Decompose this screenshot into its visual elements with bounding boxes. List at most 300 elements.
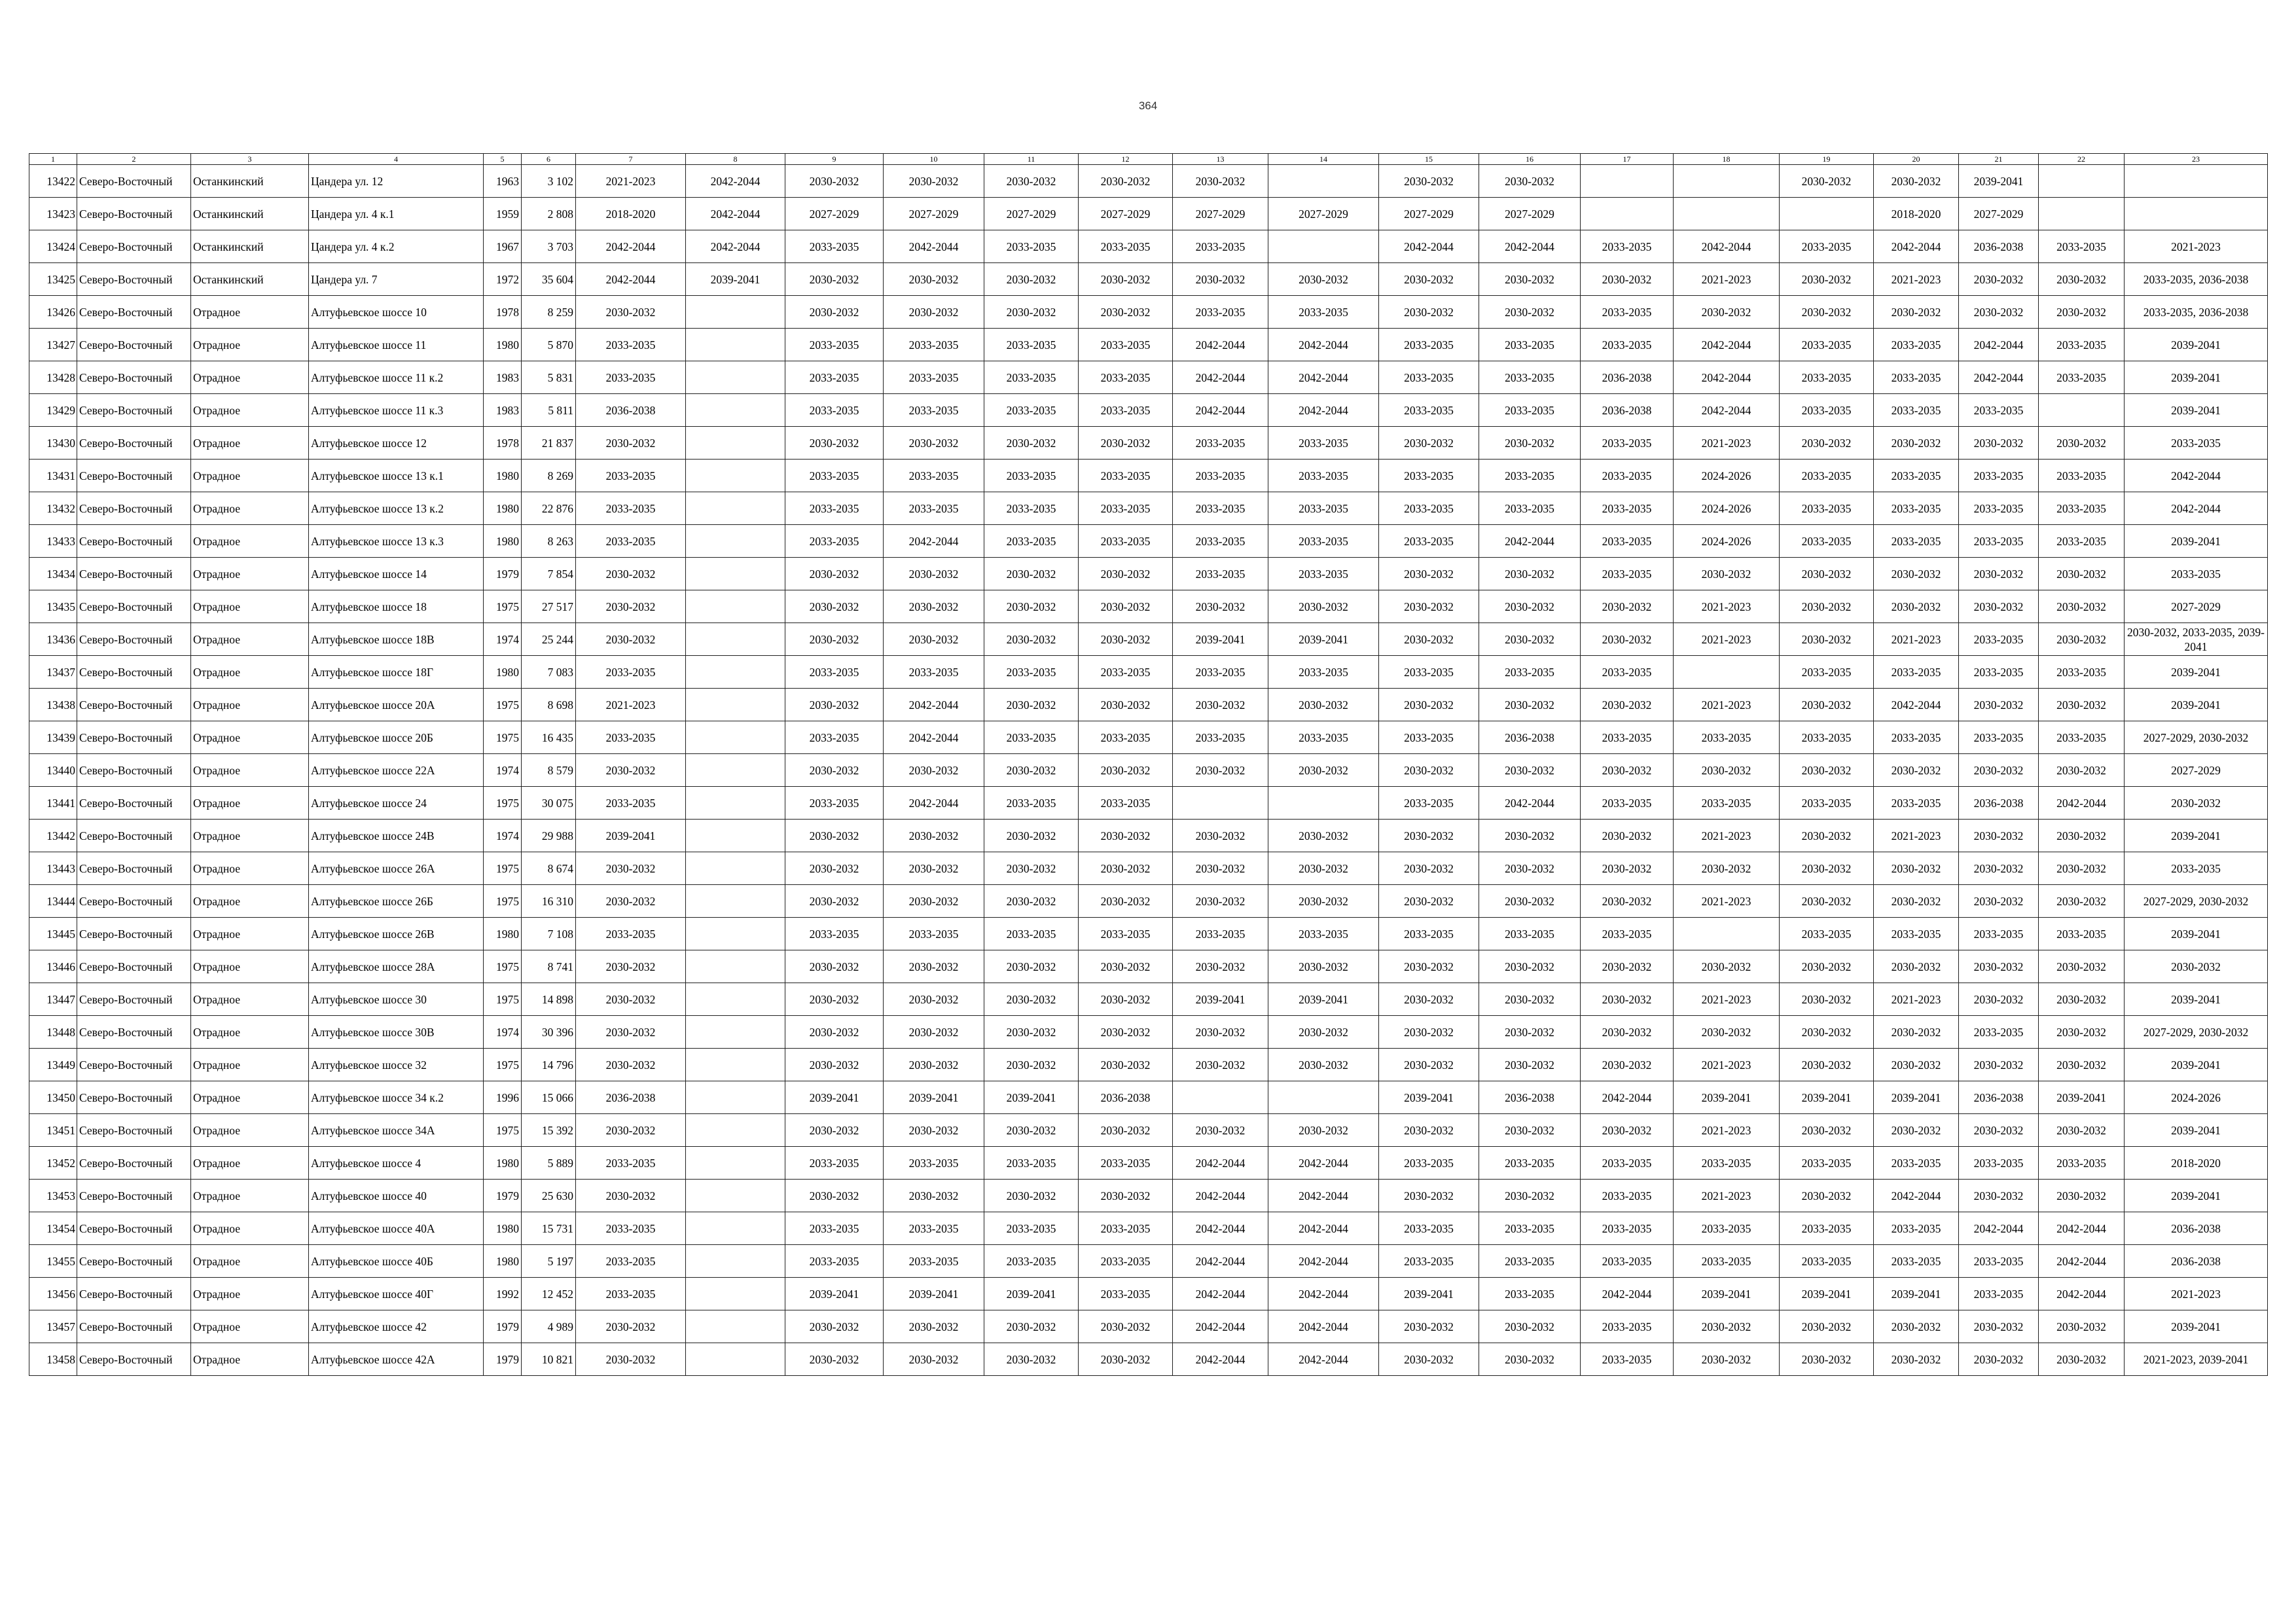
table-cell: 2033-2035 [1479, 329, 1581, 361]
table-cell: 2033-2035 [2039, 460, 2125, 492]
table-cell: 2033-2035 [1581, 427, 1674, 460]
table-cell: 2042-2044 [1268, 394, 1379, 427]
table-cell: Отрадное [191, 361, 309, 394]
table-cell: 2030-2032 [1268, 689, 1379, 721]
table-cell: 2030-2032 [884, 1343, 984, 1376]
table-cell: 2030-2032 [1379, 1016, 1479, 1049]
table-cell: Алтуфьевское шоссе 28А [309, 950, 484, 983]
table-cell: 2030-2032 [576, 1343, 686, 1376]
table-cell [686, 1081, 785, 1114]
table-cell: 2033-2035 [1079, 1147, 1173, 1180]
table-cell: 1996 [484, 1081, 522, 1114]
table-cell: 2033-2035 [984, 329, 1079, 361]
table-cell: 2033-2035 [984, 1245, 1079, 1278]
column-number-header: 15 [1379, 154, 1479, 165]
table-cell: 2033-2035 [1268, 525, 1379, 558]
table-cell: 7 854 [522, 558, 576, 590]
table-cell: 13448 [29, 1016, 77, 1049]
table-cell: 8 259 [522, 296, 576, 329]
table-cell: 13435 [29, 590, 77, 623]
table-cell: 2033-2035 [1874, 525, 1959, 558]
table-cell: 2033-2035 [576, 787, 686, 820]
table-row [29, 820, 2268, 852]
table-cell: 2030-2032 [1079, 950, 1173, 983]
table-cell: 1979 [484, 1310, 522, 1343]
table-cell: 13443 [29, 852, 77, 885]
table-cell: 2033-2035 [1780, 525, 1874, 558]
table-cell: 2030-2032 [1079, 296, 1173, 329]
table-cell: 2033-2035 [576, 1147, 686, 1180]
table-cell: 2033-2035 [1379, 361, 1479, 394]
table-cell: Алтуфьевское шоссе 30В [309, 1016, 484, 1049]
table-cell: 8 263 [522, 525, 576, 558]
table-cell: 2033-2035 [2039, 492, 2125, 525]
table-row [29, 492, 2268, 525]
table-cell: 2030-2032 [576, 1016, 686, 1049]
table-cell: 2036-2038 [2125, 1212, 2268, 1245]
table-cell: Алтуфьевское шоссе 26Б [309, 885, 484, 918]
table-cell: 2030-2032 [785, 820, 884, 852]
table-cell: 5 811 [522, 394, 576, 427]
table-cell: 2042-2044 [884, 689, 984, 721]
table-cell: 2033-2035 [1079, 721, 1173, 754]
table-cell: 1974 [484, 1016, 522, 1049]
table-cell: 2030-2032 [1479, 950, 1581, 983]
table-cell: 2030-2032 [1079, 1049, 1173, 1081]
table-cell: Северо-Восточный [77, 165, 191, 198]
table-cell: 2033-2035 [884, 1245, 984, 1278]
table-cell: 5 831 [522, 361, 576, 394]
table-cell: 2033-2035 [1780, 918, 1874, 950]
table-cell: 2033-2035 [576, 329, 686, 361]
table-cell: 2027-2029 [1079, 198, 1173, 230]
table-cell: 2033-2035 [1959, 1245, 2039, 1278]
table-cell: 2030-2032 [1379, 1049, 1479, 1081]
table-row [29, 983, 2268, 1016]
table-cell: 2033-2035 [1268, 721, 1379, 754]
column-number-header: 23 [2125, 154, 2268, 165]
table-cell: 1975 [484, 852, 522, 885]
table-cell: 1975 [484, 721, 522, 754]
table-cell [1581, 165, 1674, 198]
table-cell: 2030-2032 [1268, 820, 1379, 852]
table-cell: 2042-2044 [1674, 230, 1780, 263]
table-row [29, 296, 2268, 329]
table-cell: Северо-Восточный [77, 950, 191, 983]
table-cell: 2042-2044 [1173, 1310, 1268, 1343]
table-cell: 2033-2035 [1379, 525, 1479, 558]
table-cell: Алтуфьевское шоссе 11 [309, 329, 484, 361]
table-cell: 2036-2038 [1479, 721, 1581, 754]
table-cell: Северо-Восточный [77, 1310, 191, 1343]
table-cell: 2033-2035 [984, 361, 1079, 394]
table-cell: 2030-2032 [1173, 590, 1268, 623]
table-cell: 2030-2032 [1379, 1114, 1479, 1147]
table-cell: 2033-2035 [1581, 1212, 1674, 1245]
table-cell: 1980 [484, 1212, 522, 1245]
table-cell: Цандера ул. 4 к.1 [309, 198, 484, 230]
table-cell: Отрадное [191, 754, 309, 787]
table-cell: Алтуфьевское шоссе 4 [309, 1147, 484, 1180]
table-cell: Алтуфьевское шоссе 11 к.3 [309, 394, 484, 427]
table-cell: 2030-2032 [1479, 1049, 1581, 1081]
table-cell: 13446 [29, 950, 77, 983]
table-cell: Северо-Восточный [77, 721, 191, 754]
table-cell: 2030-2032 [1780, 558, 1874, 590]
table-cell: 2030-2032 [2039, 689, 2125, 721]
table-cell: 1980 [484, 1147, 522, 1180]
table-cell [686, 1310, 785, 1343]
table-cell: 2030-2032 [2039, 623, 2125, 656]
table-cell: 2030-2032 [1959, 885, 2039, 918]
table-cell: 2030-2032 [1079, 885, 1173, 918]
table-cell: 2042-2044 [1268, 1180, 1379, 1212]
table-cell: 2030-2032 [1268, 263, 1379, 296]
table-cell: 2033-2035 [1479, 1245, 1581, 1278]
table-cell: 2030-2032 [884, 1016, 984, 1049]
table-cell: 2039-2041 [2125, 918, 2268, 950]
table-cell [686, 918, 785, 950]
table-cell: 1974 [484, 754, 522, 787]
table-cell: Северо-Восточный [77, 1114, 191, 1147]
table-cell: 2039-2041 [2125, 656, 2268, 689]
column-number-header: 21 [1959, 154, 2039, 165]
table-cell: 2033-2035 [1379, 787, 1479, 820]
table-cell: 2033-2035 [884, 1212, 984, 1245]
table-cell: 2039-2041 [2125, 689, 2268, 721]
table-cell: Северо-Восточный [77, 623, 191, 656]
column-number-header: 17 [1581, 154, 1674, 165]
table-cell: Алтуфьевское шоссе 40Б [309, 1245, 484, 1278]
table-cell: 2033-2035 [1959, 656, 2039, 689]
table-cell [686, 623, 785, 656]
table-cell: 2030-2032 [1581, 623, 1674, 656]
table-cell: 2033-2035 [785, 1212, 884, 1245]
table-cell: 2033-2035 [1780, 721, 1874, 754]
table-cell: 2033-2035 [1479, 1278, 1581, 1310]
table-cell: 2030-2032 [1780, 1016, 1874, 1049]
table-cell: 8 698 [522, 689, 576, 721]
table-cell: 2030-2032 [1674, 852, 1780, 885]
table-cell: 2030-2032 [884, 1114, 984, 1147]
table-cell: 1992 [484, 1278, 522, 1310]
table-cell: 2033-2035 [2039, 918, 2125, 950]
table-cell [1173, 1081, 1268, 1114]
table-cell: 2033-2035 [1959, 1278, 2039, 1310]
table-cell: 25 630 [522, 1180, 576, 1212]
table-cell: 2042-2044 [1959, 329, 2039, 361]
table-cell: 2021-2023 [576, 165, 686, 198]
table-cell: 2030-2032 [984, 165, 1079, 198]
table-cell: 2030-2032 [1479, 263, 1581, 296]
table-cell: Алтуфьевское шоссе 20А [309, 689, 484, 721]
table-cell: 2030-2032 [1268, 885, 1379, 918]
table-cell: 13434 [29, 558, 77, 590]
table-cell: 2030-2032 [1173, 950, 1268, 983]
table-cell: 2030-2032 [1479, 1180, 1581, 1212]
table-cell: 2030-2032 [1581, 820, 1674, 852]
table-cell: Отрадное [191, 1049, 309, 1081]
table-cell: 2030-2032 [1479, 623, 1581, 656]
table-cell: 2030-2032 [785, 165, 884, 198]
column-number-header: 16 [1479, 154, 1581, 165]
table-cell: 2042-2044 [1874, 230, 1959, 263]
table-row [29, 1147, 2268, 1180]
table-cell: 2030-2032 [1780, 165, 1874, 198]
table-cell: 2033-2035 [1581, 1245, 1674, 1278]
table-cell: 2033-2035 [984, 394, 1079, 427]
table-cell: 2030-2032 [1581, 1016, 1674, 1049]
table-cell: 16 435 [522, 721, 576, 754]
table-cell: 2033-2035 [1780, 1147, 1874, 1180]
table-cell: 2030-2032 [1780, 1310, 1874, 1343]
table-cell: 13450 [29, 1081, 77, 1114]
table-cell: 2030-2032 [1268, 1114, 1379, 1147]
table-cell [686, 361, 785, 394]
table-cell: Северо-Восточный [77, 1081, 191, 1114]
table-cell: 2033-2035 [576, 1278, 686, 1310]
table-cell: 2030-2032 [1479, 1343, 1581, 1376]
table-cell: 2033-2035 [1079, 1212, 1173, 1245]
table-cell: 13429 [29, 394, 77, 427]
table-cell: 2033-2035 [1479, 1147, 1581, 1180]
table-cell: 8 269 [522, 460, 576, 492]
table-cell: 2030-2032 [1874, 1343, 1959, 1376]
table-cell: 1980 [484, 1245, 522, 1278]
table-cell: Северо-Восточный [77, 1212, 191, 1245]
table-body [29, 165, 2268, 1376]
table-cell: 1980 [484, 656, 522, 689]
table-cell: 3 703 [522, 230, 576, 263]
table-cell: 2030-2032 [1079, 427, 1173, 460]
table-cell: Северо-Восточный [77, 1278, 191, 1310]
table-cell: 2030-2032 [1079, 983, 1173, 1016]
table-cell: 2030-2032 [1479, 590, 1581, 623]
table-cell: 14 898 [522, 983, 576, 1016]
table-cell: 2033-2035 [1079, 787, 1173, 820]
table-cell: 2024-2026 [1674, 460, 1780, 492]
table-cell: Северо-Восточный [77, 558, 191, 590]
table-cell: 13431 [29, 460, 77, 492]
table-cell: 2033-2035 [1173, 492, 1268, 525]
table-cell: 2030-2032 [1874, 754, 1959, 787]
table-cell: Алтуфьевское шоссе 42 [309, 1310, 484, 1343]
table-row [29, 950, 2268, 983]
table-cell: 2033-2035 [1874, 394, 1959, 427]
column-number-header: 11 [984, 154, 1079, 165]
table-cell: Северо-Восточный [77, 329, 191, 361]
column-number-header: 1 [29, 154, 77, 165]
table-cell: 2030-2032 [884, 1180, 984, 1212]
table-cell: 2030-2032 [1079, 852, 1173, 885]
table-cell: 13453 [29, 1180, 77, 1212]
table-cell: 2033-2035 [984, 460, 1079, 492]
table-cell: 2039-2041 [1379, 1278, 1479, 1310]
table-cell [686, 558, 785, 590]
table-cell: 1980 [484, 329, 522, 361]
table-cell: 2021-2023 [1674, 623, 1780, 656]
table-row [29, 852, 2268, 885]
table-cell: Останкинский [191, 198, 309, 230]
table-cell: 2042-2044 [2125, 492, 2268, 525]
table-cell: 2030-2032 [1379, 983, 1479, 1016]
table-cell: 2030-2032 [2039, 1343, 2125, 1376]
table-cell: 2033-2035 [1780, 1245, 1874, 1278]
table-cell: 2030-2032 [1959, 852, 2039, 885]
table-cell: 2030-2032 [1959, 983, 2039, 1016]
table-cell: Отрадное [191, 427, 309, 460]
table-cell: 2033-2035 [1173, 525, 1268, 558]
table-cell: 2033-2035 [1173, 656, 1268, 689]
table-cell: Северо-Восточный [77, 460, 191, 492]
table-cell: 2033-2035 [984, 656, 1079, 689]
table-cell [686, 525, 785, 558]
table-cell: 2033-2035 [785, 361, 884, 394]
table-cell [2039, 198, 2125, 230]
table-row [29, 1310, 2268, 1343]
table-cell: 2033-2035 [1674, 1147, 1780, 1180]
table-cell: 2030-2032 [1379, 263, 1479, 296]
table-cell: 2030-2032 [984, 754, 1079, 787]
table-cell: 2033-2035 [884, 361, 984, 394]
table-cell: 1975 [484, 689, 522, 721]
table-cell: 1975 [484, 950, 522, 983]
page-number: 364 [1138, 99, 1158, 112]
table-cell [686, 656, 785, 689]
table-cell: Алтуфьевское шоссе 26А [309, 852, 484, 885]
table-cell: 2033-2035 [785, 394, 884, 427]
table-cell: 2030-2032 [1379, 1343, 1479, 1376]
table-cell: 2030-2032 [576, 427, 686, 460]
table-cell: 2030-2032 [984, 689, 1079, 721]
table-cell: 2033-2035 [1079, 1278, 1173, 1310]
table-cell: 2030-2032 [1959, 590, 2039, 623]
table-cell: 13423 [29, 198, 77, 230]
table-cell: 2042-2044 [1581, 1081, 1674, 1114]
table-cell: 2030-2032 [785, 983, 884, 1016]
table-cell: 2042-2044 [1959, 1212, 2039, 1245]
table-cell: 13428 [29, 361, 77, 394]
table-cell [686, 492, 785, 525]
table-cell: 5 889 [522, 1147, 576, 1180]
table-cell [686, 1343, 785, 1376]
table-row [29, 918, 2268, 950]
table-cell: 2030-2032 [1379, 754, 1479, 787]
table-cell: 2030-2032 [984, 1310, 1079, 1343]
table-cell: 2042-2044 [1268, 329, 1379, 361]
table-cell: 13457 [29, 1310, 77, 1343]
table-cell: 2033-2035 [884, 656, 984, 689]
table-cell: 2033-2035 [1173, 460, 1268, 492]
table-cell: 2030-2032 [576, 983, 686, 1016]
table-cell: 15 731 [522, 1212, 576, 1245]
column-number-header: 7 [576, 154, 686, 165]
table-cell: 2021-2023 [1674, 983, 1780, 1016]
table-cell: 2039-2041 [2125, 329, 2268, 361]
table-cell: 2033-2035 [1581, 296, 1674, 329]
table-cell: 2030-2032 [2039, 1049, 2125, 1081]
table-cell: 2030-2032 [1079, 558, 1173, 590]
table-cell: 2030-2032 [785, 1016, 884, 1049]
table-cell: 2042-2044 [1268, 1147, 1379, 1180]
table-cell: 2033-2035 [1780, 329, 1874, 361]
table-cell: 2042-2044 [1674, 361, 1780, 394]
table-cell: 2033-2035 [785, 1147, 884, 1180]
table-cell: Отрадное [191, 852, 309, 885]
table-cell: 2039-2041 [1780, 1081, 1874, 1114]
table-cell: 2030-2032 [1959, 427, 2039, 460]
table-cell: 2039-2041 [1780, 1278, 1874, 1310]
table-row [29, 689, 2268, 721]
table-cell: 2030-2032 [1780, 590, 1874, 623]
table-cell: 2030-2032 [1079, 1343, 1173, 1376]
table-cell: 2030-2032 [2039, 1114, 2125, 1147]
table-cell: 2033-2035 [1674, 787, 1780, 820]
table-cell: 1975 [484, 885, 522, 918]
table-cell: 2030-2032 [2039, 983, 2125, 1016]
table-row [29, 787, 2268, 820]
table-cell [686, 983, 785, 1016]
table-cell: 2030-2032 [984, 983, 1079, 1016]
table-cell: Алтуфьевское шоссе 24В [309, 820, 484, 852]
table-cell: 2030-2032 [1479, 689, 1581, 721]
table-cell: 8 741 [522, 950, 576, 983]
table-cell: 2042-2044 [1173, 1147, 1268, 1180]
table-cell: 2030-2032 [785, 558, 884, 590]
table-cell: Отрадное [191, 1212, 309, 1245]
table-cell: 2033-2035 [1079, 656, 1173, 689]
table-cell: 2030-2032 [785, 590, 884, 623]
table-cell: 2033-2035 [1874, 787, 1959, 820]
table-cell: 2030-2032 [1173, 1049, 1268, 1081]
table-cell: 2033-2035 [1379, 918, 1479, 950]
table-cell: 2039-2041 [2125, 1114, 2268, 1147]
table-cell: 1972 [484, 263, 522, 296]
table-cell: 2036-2038 [1959, 230, 2039, 263]
table-cell: 2042-2044 [1268, 1245, 1379, 1278]
table-cell: 10 821 [522, 1343, 576, 1376]
table-cell: Отрадное [191, 983, 309, 1016]
table-cell [1268, 165, 1379, 198]
table-cell: Северо-Восточный [77, 820, 191, 852]
table-cell: 2042-2044 [1379, 230, 1479, 263]
table-cell: 13424 [29, 230, 77, 263]
column-number-header: 5 [484, 154, 522, 165]
table-cell: 2039-2041 [2125, 1310, 2268, 1343]
table-cell: 2030-2032 [1379, 1180, 1479, 1212]
table-cell [686, 590, 785, 623]
table-cell: Отрадное [191, 656, 309, 689]
table-cell: 2033-2035 [884, 460, 984, 492]
table-cell: 2033-2035 [576, 525, 686, 558]
table-cell: 21 837 [522, 427, 576, 460]
table-cell: Цандера ул. 12 [309, 165, 484, 198]
table-cell: Отрадное [191, 689, 309, 721]
table-cell: 2033-2035 [884, 329, 984, 361]
table-cell: 2021-2023 [1674, 1049, 1780, 1081]
column-number-header: 8 [686, 154, 785, 165]
table-cell: Отрадное [191, 1343, 309, 1376]
table-cell: 13425 [29, 263, 77, 296]
table-cell: Отрадное [191, 1081, 309, 1114]
table-cell: 2030-2032 [1780, 427, 1874, 460]
table-cell: 2030-2032 [1581, 689, 1674, 721]
table-cell: Отрадное [191, 329, 309, 361]
table-cell: 2030-2032 [1268, 852, 1379, 885]
table-cell: 2033-2035 [1581, 558, 1674, 590]
table-cell: 2039-2041 [2125, 983, 2268, 1016]
table-cell: 2021-2023 [1674, 427, 1780, 460]
